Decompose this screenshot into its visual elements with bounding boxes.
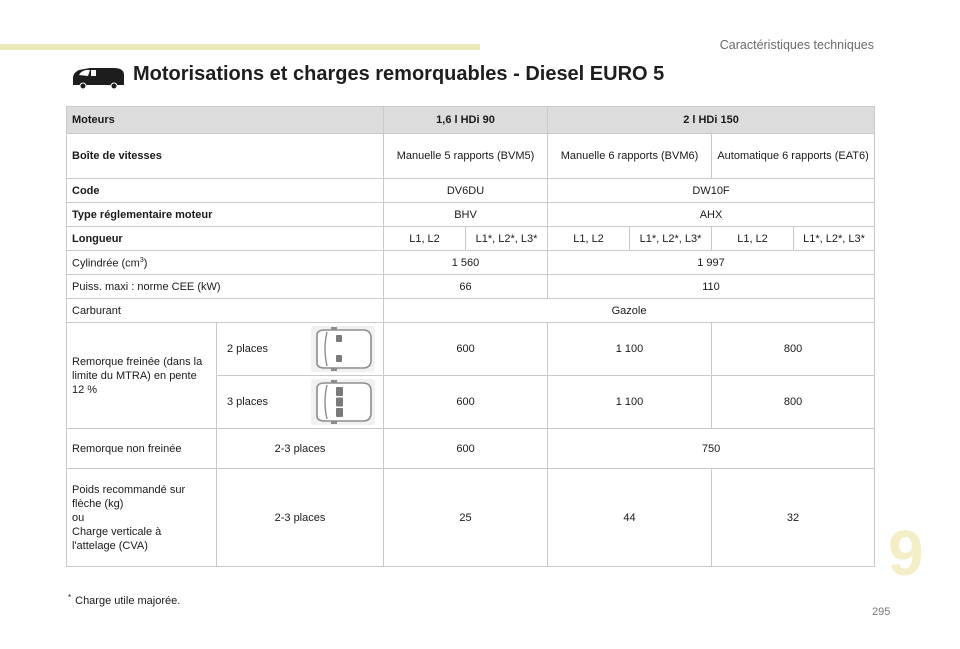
poids-line-1: Poids recommandé sur <box>72 483 186 496</box>
table-row-boite <box>67 134 875 179</box>
table-row-cylindree <box>67 251 875 275</box>
cell-longueur-2: L1*, L2*, L3* <box>466 227 548 251</box>
cell-cylindree-1: 1 560 <box>384 251 548 275</box>
table-row-moteurs <box>67 107 875 134</box>
cell-longueur-5: L1, L2 <box>712 227 794 251</box>
page-number: 295 <box>872 606 891 618</box>
table-row-puissance <box>67 275 875 299</box>
cell-non-freinee-2: 750 <box>548 429 875 469</box>
row-label-cylindree <box>67 251 384 275</box>
utility-van-icon <box>70 67 126 89</box>
table-row-code <box>67 179 875 203</box>
cell-poids-2: 44 <box>548 469 712 567</box>
cell-puissance-2: 110 <box>548 275 875 299</box>
footnote <box>68 593 180 607</box>
table-row-remorque-2-places <box>67 323 875 376</box>
cell-non-freinee-places: 2-3 places <box>217 429 384 469</box>
cell-freinee-2p-2: 1 100 <box>548 323 712 376</box>
cell-code-2: DW10F <box>548 179 875 203</box>
cell-bvm5: Manuelle 5 rapports (BVM5) <box>384 134 548 179</box>
row-label-boite: Boîte de vitesses <box>67 134 384 179</box>
row-label-puissance: Puiss. maxi : norme CEE (kW) <box>67 275 384 299</box>
cell-bvm6: Manuelle 6 rapports (BVM6) <box>548 134 712 179</box>
places-label-3: 3 places <box>227 396 268 408</box>
cell-poids-places: 2-3 places <box>217 469 384 567</box>
table-row-longueur <box>67 227 875 251</box>
cell-type-1: BHV <box>384 203 548 227</box>
cell-code-1: DV6DU <box>384 179 548 203</box>
section-title: Caractéristiques techniques <box>719 38 874 52</box>
row-label-remorque-freinee: Remorque freinée (dans la limite du MTRA) en pente 12 % <box>67 323 217 429</box>
cell-freinee-2p-3: 800 <box>712 323 875 376</box>
cell-longueur-1: L1, L2 <box>384 227 466 251</box>
chapter-number: 9 <box>888 517 924 589</box>
row-label-poids <box>67 469 217 567</box>
table-row-type <box>67 203 875 227</box>
row-label-remorque-non-freinee: Remorque non freinée <box>67 429 217 469</box>
cell-longueur-3: L1, L2 <box>548 227 630 251</box>
cell-carburant: Gazole <box>384 299 875 323</box>
table-row-remorque-non-freinee <box>67 429 875 469</box>
page-heading: Motorisations et charges remorquables - Diesel EURO 5 <box>133 63 665 85</box>
cell-puissance-1: 66 <box>384 275 548 299</box>
engine-specs-table <box>66 106 875 567</box>
cell-longueur-4: L1*, L2*, L3* <box>630 227 712 251</box>
cell-freinee-3p-2: 1 100 <box>548 376 712 429</box>
cell-non-freinee-1: 600 <box>384 429 548 469</box>
row-label-carburant: Carburant <box>67 299 384 323</box>
car-seats-3-icon <box>311 379 375 425</box>
cell-2-places <box>217 323 384 376</box>
cell-freinee-3p-1: 600 <box>384 376 548 429</box>
car-seats-2-icon <box>311 326 375 372</box>
cylindree-label-suffix: ) <box>143 257 148 270</box>
footnote-text: Charge utile majorée. <box>75 595 181 607</box>
row-label-code: Code <box>67 179 384 203</box>
top-accent-bar <box>0 44 480 50</box>
cell-freinee-3p-3: 800 <box>712 376 875 429</box>
row-label-type: Type réglementaire moteur <box>67 203 384 227</box>
cylindree-label-sup: 3 <box>139 257 144 265</box>
cell-cylindree-2: 1 997 <box>548 251 875 275</box>
cell-type-2: AHX <box>548 203 875 227</box>
places-label-2: 2 places <box>227 343 268 355</box>
table-row-carburant <box>67 299 875 323</box>
poids-line-4: Charge verticale à <box>72 525 162 538</box>
footnote-marker: * <box>68 593 72 602</box>
table-row-poids <box>67 469 875 567</box>
row-label-longueur: Longueur <box>67 227 384 251</box>
cell-poids-3: 32 <box>712 469 875 567</box>
row-label-moteurs: Moteurs <box>67 107 384 134</box>
cell-engine-2-hdi: 2 l HDi 150 <box>548 107 875 134</box>
cell-engine-1-6-hdi: 1,6 l HDi 90 <box>384 107 548 134</box>
cell-eat6: Automatique 6 rapports (EAT6) <box>712 134 875 179</box>
cell-poids-1: 25 <box>384 469 548 567</box>
poids-line-3: ou <box>72 511 85 524</box>
poids-line-5: l'attelage (CVA) <box>72 539 148 552</box>
cell-freinee-2p-1: 600 <box>384 323 548 376</box>
cylindree-label-text: Cylindrée (cm <box>72 257 140 270</box>
poids-line-2: flèche (kg) <box>72 497 124 510</box>
cell-longueur-6: L1*, L2*, L3* <box>794 227 875 251</box>
cell-3-places <box>217 376 384 429</box>
